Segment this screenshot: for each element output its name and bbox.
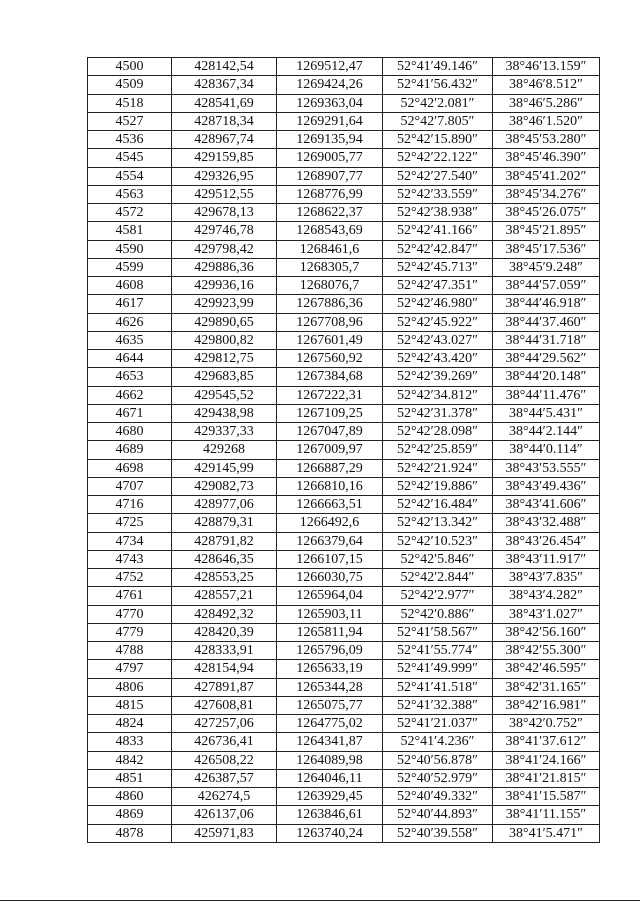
table-row xyxy=(88,751,600,769)
longitude-cell: 38°43′49.436″ xyxy=(493,477,600,495)
point-number-cell: 4617 xyxy=(88,295,172,313)
latitude-cell: 52°42′33.559″ xyxy=(383,185,493,203)
latitude-cell: 52°42′38.938″ xyxy=(383,204,493,222)
table-row xyxy=(88,660,600,678)
x-coordinate-cell: 426508,22 xyxy=(172,751,277,769)
longitude-cell: 38°44′11.476″ xyxy=(493,386,600,404)
latitude-cell: 52°42′19.886″ xyxy=(383,477,493,495)
longitude-cell: 38°42′46.595″ xyxy=(493,660,600,678)
x-coordinate-cell: 429082,73 xyxy=(172,477,277,495)
table-row xyxy=(88,459,600,477)
latitude-cell: 52°42′41.166″ xyxy=(383,222,493,240)
table-row xyxy=(88,678,600,696)
y-coordinate-cell: 1265075,77 xyxy=(277,696,383,714)
y-coordinate-cell: 1263846,61 xyxy=(277,806,383,824)
x-coordinate-cell: 429145,99 xyxy=(172,459,277,477)
longitude-cell: 38°41′24.166″ xyxy=(493,751,600,769)
x-coordinate-cell: 428333,91 xyxy=(172,642,277,660)
longitude-cell: 38°45′41.202″ xyxy=(493,167,600,185)
x-coordinate-cell: 429798,42 xyxy=(172,240,277,258)
point-number-cell: 4788 xyxy=(88,642,172,660)
x-coordinate-cell: 429438,98 xyxy=(172,404,277,422)
table-row xyxy=(88,587,600,605)
latitude-cell: 52°42′46.980″ xyxy=(383,295,493,313)
table-row xyxy=(88,58,600,76)
table-row xyxy=(88,368,600,386)
x-coordinate-cell: 428879,31 xyxy=(172,514,277,532)
y-coordinate-cell: 1269291,64 xyxy=(277,112,383,130)
y-coordinate-cell: 1266810,16 xyxy=(277,477,383,495)
table-row xyxy=(88,569,600,587)
point-number-cell: 4689 xyxy=(88,441,172,459)
table-row xyxy=(88,331,600,349)
latitude-cell: 52°42′39.269″ xyxy=(383,368,493,386)
point-number-cell: 4671 xyxy=(88,404,172,422)
point-number-cell: 4725 xyxy=(88,514,172,532)
point-number-cell: 4599 xyxy=(88,258,172,276)
longitude-cell: 38°44′46.918″ xyxy=(493,295,600,313)
point-number-cell: 4563 xyxy=(88,185,172,203)
latitude-cell: 52°40′52.979″ xyxy=(383,769,493,787)
point-number-cell: 4626 xyxy=(88,313,172,331)
footer-rule xyxy=(0,900,640,901)
latitude-cell: 52°42′13.342″ xyxy=(383,514,493,532)
y-coordinate-cell: 1266379,64 xyxy=(277,532,383,550)
latitude-cell: 52°41′56.432″ xyxy=(383,76,493,94)
x-coordinate-cell: 429678,13 xyxy=(172,204,277,222)
latitude-cell: 52°42′5.846″ xyxy=(383,550,493,568)
longitude-cell: 38°46′5.286″ xyxy=(493,94,600,112)
latitude-cell: 52°42′43.027″ xyxy=(383,331,493,349)
table-row xyxy=(88,715,600,733)
x-coordinate-cell: 429545,52 xyxy=(172,386,277,404)
longitude-cell: 38°41′11.155″ xyxy=(493,806,600,824)
table-row xyxy=(88,824,600,842)
latitude-cell: 52°42′2.844″ xyxy=(383,569,493,587)
latitude-cell: 52°40′56.878″ xyxy=(383,751,493,769)
longitude-cell: 38°42′16.981″ xyxy=(493,696,600,714)
longitude-cell: 38°43′41.606″ xyxy=(493,496,600,514)
table-row xyxy=(88,642,600,660)
table-row xyxy=(88,386,600,404)
latitude-cell: 52°41′21.037″ xyxy=(383,715,493,733)
y-coordinate-cell: 1266030,75 xyxy=(277,569,383,587)
y-coordinate-cell: 1265811,94 xyxy=(277,623,383,641)
longitude-cell: 38°44′29.562″ xyxy=(493,350,600,368)
latitude-cell: 52°42′42.847″ xyxy=(383,240,493,258)
latitude-cell: 52°42′15.890″ xyxy=(383,131,493,149)
point-number-cell: 4581 xyxy=(88,222,172,240)
longitude-cell: 38°45′26.075″ xyxy=(493,204,600,222)
point-number-cell: 4662 xyxy=(88,386,172,404)
y-coordinate-cell: 1264089,98 xyxy=(277,751,383,769)
table-row xyxy=(88,477,600,495)
table-row xyxy=(88,313,600,331)
x-coordinate-cell: 427257,06 xyxy=(172,715,277,733)
latitude-cell: 52°41′55.774″ xyxy=(383,642,493,660)
x-coordinate-cell: 429159,85 xyxy=(172,149,277,167)
table-row xyxy=(88,806,600,824)
y-coordinate-cell: 1265903,11 xyxy=(277,605,383,623)
longitude-cell: 38°43′53.555″ xyxy=(493,459,600,477)
latitude-cell: 52°40′39.558″ xyxy=(383,824,493,842)
y-coordinate-cell: 1267047,89 xyxy=(277,423,383,441)
table-row xyxy=(88,258,600,276)
point-number-cell: 4545 xyxy=(88,149,172,167)
table-row xyxy=(88,769,600,787)
x-coordinate-cell: 429890,65 xyxy=(172,313,277,331)
point-number-cell: 4842 xyxy=(88,751,172,769)
y-coordinate-cell: 1269135,94 xyxy=(277,131,383,149)
latitude-cell: 52°41′49.146″ xyxy=(383,58,493,76)
x-coordinate-cell: 429800,82 xyxy=(172,331,277,349)
latitude-cell: 52°42′28.098″ xyxy=(383,423,493,441)
x-coordinate-cell: 429683,85 xyxy=(172,368,277,386)
y-coordinate-cell: 1268305,7 xyxy=(277,258,383,276)
longitude-cell: 38°45′17.536″ xyxy=(493,240,600,258)
y-coordinate-cell: 1267384,68 xyxy=(277,368,383,386)
y-coordinate-cell: 1268776,99 xyxy=(277,185,383,203)
x-coordinate-cell: 427891,87 xyxy=(172,678,277,696)
longitude-cell: 38°42′0.752″ xyxy=(493,715,600,733)
y-coordinate-cell: 1268907,77 xyxy=(277,167,383,185)
table-row xyxy=(88,532,600,550)
point-number-cell: 4554 xyxy=(88,167,172,185)
point-number-cell: 4734 xyxy=(88,532,172,550)
x-coordinate-cell: 428977,06 xyxy=(172,496,277,514)
table-row xyxy=(88,222,600,240)
y-coordinate-cell: 1269005,77 xyxy=(277,149,383,167)
longitude-cell: 38°45′53.280″ xyxy=(493,131,600,149)
point-number-cell: 4860 xyxy=(88,788,172,806)
longitude-cell: 38°43′4.282″ xyxy=(493,587,600,605)
point-number-cell: 4824 xyxy=(88,715,172,733)
point-number-cell: 4869 xyxy=(88,806,172,824)
latitude-cell: 52°42′10.523″ xyxy=(383,532,493,550)
table-row xyxy=(88,167,600,185)
latitude-cell: 52°42′0.886″ xyxy=(383,605,493,623)
latitude-cell: 52°42′45.922″ xyxy=(383,313,493,331)
longitude-cell: 38°45′9.248″ xyxy=(493,258,600,276)
longitude-cell: 38°41′37.612″ xyxy=(493,733,600,751)
table-row xyxy=(88,204,600,222)
x-coordinate-cell: 428154,94 xyxy=(172,660,277,678)
latitude-cell: 52°42′2.081″ xyxy=(383,94,493,112)
table-row xyxy=(88,94,600,112)
x-coordinate-cell: 428967,74 xyxy=(172,131,277,149)
latitude-cell: 52°42′2.977″ xyxy=(383,587,493,605)
table-row xyxy=(88,185,600,203)
y-coordinate-cell: 1268076,7 xyxy=(277,277,383,295)
latitude-cell: 52°40′44.893″ xyxy=(383,806,493,824)
latitude-cell: 52°42′27.540″ xyxy=(383,167,493,185)
latitude-cell: 52°42′21.924″ xyxy=(383,459,493,477)
y-coordinate-cell: 1265964,04 xyxy=(277,587,383,605)
y-coordinate-cell: 1264341,87 xyxy=(277,733,383,751)
latitude-cell: 52°42′31.378″ xyxy=(383,404,493,422)
table-row xyxy=(88,240,600,258)
x-coordinate-cell: 429936,16 xyxy=(172,277,277,295)
point-number-cell: 4500 xyxy=(88,58,172,76)
table-row xyxy=(88,441,600,459)
x-coordinate-cell: 428367,34 xyxy=(172,76,277,94)
x-coordinate-cell: 428541,69 xyxy=(172,94,277,112)
y-coordinate-cell: 1266663,51 xyxy=(277,496,383,514)
x-coordinate-cell: 429812,75 xyxy=(172,350,277,368)
point-number-cell: 4833 xyxy=(88,733,172,751)
point-number-cell: 4878 xyxy=(88,824,172,842)
latitude-cell: 52°42′25.859″ xyxy=(383,441,493,459)
y-coordinate-cell: 1268461,6 xyxy=(277,240,383,258)
y-coordinate-cell: 1265796,09 xyxy=(277,642,383,660)
latitude-cell: 52°42′7.805″ xyxy=(383,112,493,130)
point-number-cell: 4716 xyxy=(88,496,172,514)
x-coordinate-cell: 426137,06 xyxy=(172,806,277,824)
y-coordinate-cell: 1264775,02 xyxy=(277,715,383,733)
y-coordinate-cell: 1269363,04 xyxy=(277,94,383,112)
latitude-cell: 52°42′43.420″ xyxy=(383,350,493,368)
y-coordinate-cell: 1267601,49 xyxy=(277,331,383,349)
x-coordinate-cell: 426274,5 xyxy=(172,788,277,806)
longitude-cell: 38°43′1.027″ xyxy=(493,605,600,623)
x-coordinate-cell: 428718,34 xyxy=(172,112,277,130)
table-row xyxy=(88,733,600,751)
table-row xyxy=(88,277,600,295)
point-number-cell: 4608 xyxy=(88,277,172,295)
x-coordinate-cell: 427608,81 xyxy=(172,696,277,714)
table-row xyxy=(88,423,600,441)
longitude-cell: 38°45′46.390″ xyxy=(493,149,600,167)
y-coordinate-cell: 1266492,6 xyxy=(277,514,383,532)
longitude-cell: 38°42′56.160″ xyxy=(493,623,600,641)
point-number-cell: 4572 xyxy=(88,204,172,222)
longitude-cell: 38°43′7.835″ xyxy=(493,569,600,587)
longitude-cell: 38°46′1.520″ xyxy=(493,112,600,130)
point-number-cell: 4536 xyxy=(88,131,172,149)
point-number-cell: 4698 xyxy=(88,459,172,477)
point-number-cell: 4761 xyxy=(88,587,172,605)
x-coordinate-cell: 428492,32 xyxy=(172,605,277,623)
longitude-cell: 38°41′5.471″ xyxy=(493,824,600,842)
latitude-cell: 52°41′58.567″ xyxy=(383,623,493,641)
coordinates-table-body xyxy=(88,58,600,843)
longitude-cell: 38°45′21.895″ xyxy=(493,222,600,240)
coordinates-table xyxy=(87,57,600,843)
point-number-cell: 4644 xyxy=(88,350,172,368)
table-row xyxy=(88,605,600,623)
longitude-cell: 38°44′20.148″ xyxy=(493,368,600,386)
point-number-cell: 4518 xyxy=(88,94,172,112)
longitude-cell: 38°42′55.300″ xyxy=(493,642,600,660)
point-number-cell: 4653 xyxy=(88,368,172,386)
longitude-cell: 38°46′8.512″ xyxy=(493,76,600,94)
longitude-cell: 38°44′31.718″ xyxy=(493,331,600,349)
y-coordinate-cell: 1269512,47 xyxy=(277,58,383,76)
x-coordinate-cell: 429268 xyxy=(172,441,277,459)
point-number-cell: 4779 xyxy=(88,623,172,641)
y-coordinate-cell: 1267708,96 xyxy=(277,313,383,331)
longitude-cell: 38°44′0.114″ xyxy=(493,441,600,459)
latitude-cell: 52°42′16.484″ xyxy=(383,496,493,514)
longitude-cell: 38°43′11.917″ xyxy=(493,550,600,568)
y-coordinate-cell: 1267109,25 xyxy=(277,404,383,422)
x-coordinate-cell: 429923,99 xyxy=(172,295,277,313)
x-coordinate-cell: 425971,83 xyxy=(172,824,277,842)
y-coordinate-cell: 1267222,31 xyxy=(277,386,383,404)
table-row xyxy=(88,788,600,806)
point-number-cell: 4770 xyxy=(88,605,172,623)
table-row xyxy=(88,496,600,514)
point-number-cell: 4707 xyxy=(88,477,172,495)
longitude-cell: 38°46′13.159″ xyxy=(493,58,600,76)
y-coordinate-cell: 1263929,45 xyxy=(277,788,383,806)
longitude-cell: 38°43′26.454″ xyxy=(493,532,600,550)
y-coordinate-cell: 1266887,29 xyxy=(277,459,383,477)
x-coordinate-cell: 429326,95 xyxy=(172,167,277,185)
x-coordinate-cell: 426387,57 xyxy=(172,769,277,787)
latitude-cell: 52°41′41.518″ xyxy=(383,678,493,696)
y-coordinate-cell: 1268622,37 xyxy=(277,204,383,222)
table-row xyxy=(88,696,600,714)
longitude-cell: 38°44′37.460″ xyxy=(493,313,600,331)
point-number-cell: 4590 xyxy=(88,240,172,258)
latitude-cell: 52°42′45.713″ xyxy=(383,258,493,276)
longitude-cell: 38°41′15.587″ xyxy=(493,788,600,806)
y-coordinate-cell: 1264046,11 xyxy=(277,769,383,787)
longitude-cell: 38°42′31.165″ xyxy=(493,678,600,696)
longitude-cell: 38°44′57.059″ xyxy=(493,277,600,295)
table-row xyxy=(88,112,600,130)
latitude-cell: 52°42′22.122″ xyxy=(383,149,493,167)
point-number-cell: 4743 xyxy=(88,550,172,568)
point-number-cell: 4635 xyxy=(88,331,172,349)
point-number-cell: 4806 xyxy=(88,678,172,696)
point-number-cell: 4815 xyxy=(88,696,172,714)
table-row xyxy=(88,623,600,641)
latitude-cell: 52°41′32.388″ xyxy=(383,696,493,714)
longitude-cell: 38°43′32.488″ xyxy=(493,514,600,532)
x-coordinate-cell: 428420,39 xyxy=(172,623,277,641)
x-coordinate-cell: 428557,21 xyxy=(172,587,277,605)
latitude-cell: 52°41′4.236″ xyxy=(383,733,493,751)
x-coordinate-cell: 428142,54 xyxy=(172,58,277,76)
y-coordinate-cell: 1267886,36 xyxy=(277,295,383,313)
x-coordinate-cell: 428553,25 xyxy=(172,569,277,587)
longitude-cell: 38°41′21.815″ xyxy=(493,769,600,787)
x-coordinate-cell: 428646,35 xyxy=(172,550,277,568)
y-coordinate-cell: 1267009,97 xyxy=(277,441,383,459)
x-coordinate-cell: 429746,78 xyxy=(172,222,277,240)
table-row xyxy=(88,295,600,313)
x-coordinate-cell: 429337,33 xyxy=(172,423,277,441)
point-number-cell: 4851 xyxy=(88,769,172,787)
point-number-cell: 4527 xyxy=(88,112,172,130)
point-number-cell: 4680 xyxy=(88,423,172,441)
latitude-cell: 52°42′47.351″ xyxy=(383,277,493,295)
y-coordinate-cell: 1265633,19 xyxy=(277,660,383,678)
table-row xyxy=(88,131,600,149)
table-row xyxy=(88,149,600,167)
table-row xyxy=(88,514,600,532)
point-number-cell: 4752 xyxy=(88,569,172,587)
longitude-cell: 38°45′34.276″ xyxy=(493,185,600,203)
point-number-cell: 4509 xyxy=(88,76,172,94)
table-row xyxy=(88,404,600,422)
point-number-cell: 4797 xyxy=(88,660,172,678)
latitude-cell: 52°41′49.999″ xyxy=(383,660,493,678)
x-coordinate-cell: 428791,82 xyxy=(172,532,277,550)
y-coordinate-cell: 1265344,28 xyxy=(277,678,383,696)
table-row xyxy=(88,550,600,568)
x-coordinate-cell: 429886,36 xyxy=(172,258,277,276)
x-coordinate-cell: 426736,41 xyxy=(172,733,277,751)
longitude-cell: 38°44′2.144″ xyxy=(493,423,600,441)
table-row xyxy=(88,76,600,94)
y-coordinate-cell: 1269424,26 xyxy=(277,76,383,94)
y-coordinate-cell: 1266107,15 xyxy=(277,550,383,568)
latitude-cell: 52°40′49.332″ xyxy=(383,788,493,806)
y-coordinate-cell: 1267560,92 xyxy=(277,350,383,368)
x-coordinate-cell: 429512,55 xyxy=(172,185,277,203)
latitude-cell: 52°42′34.812″ xyxy=(383,386,493,404)
table-row xyxy=(88,350,600,368)
longitude-cell: 38°44′5.431″ xyxy=(493,404,600,422)
y-coordinate-cell: 1268543,69 xyxy=(277,222,383,240)
y-coordinate-cell: 1263740,24 xyxy=(277,824,383,842)
